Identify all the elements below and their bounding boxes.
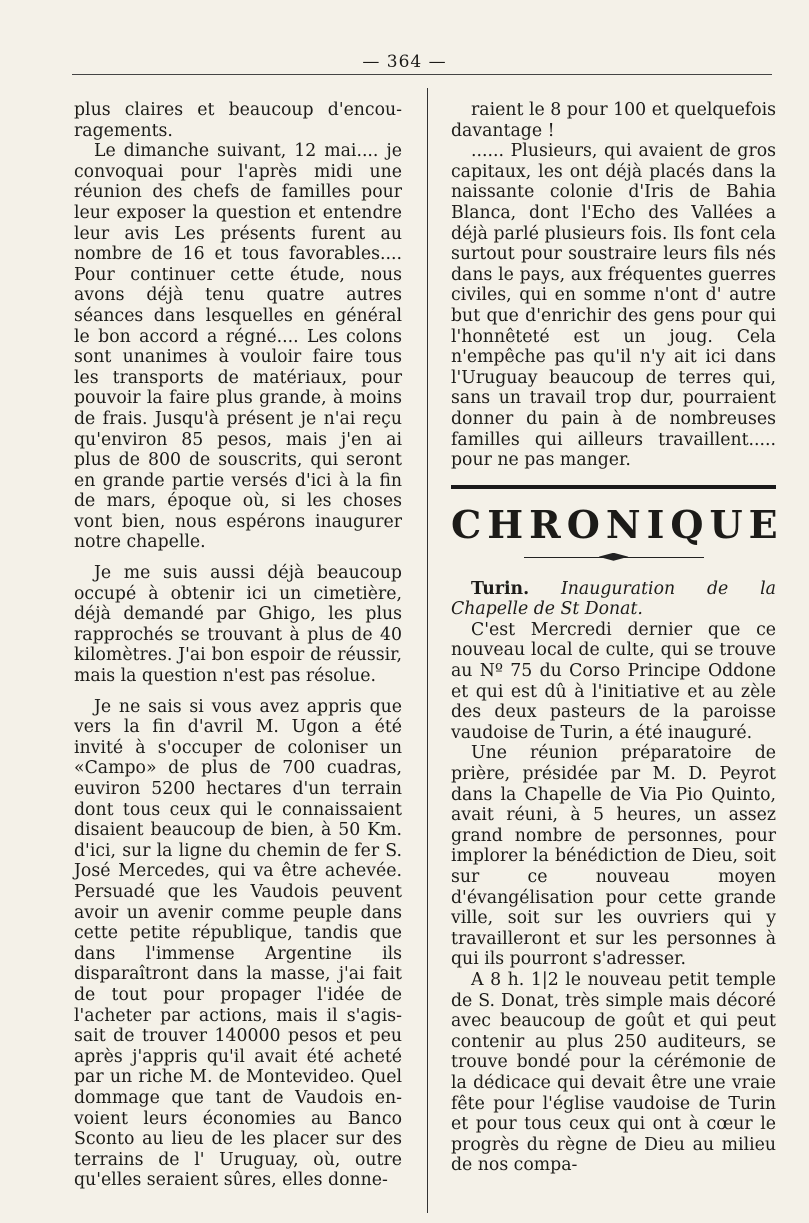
right-paragraph-4: Une réunion préparatoire de prière, présidée par M. D. Peyrot dans la Chapelle de Via Pio Quinto, avait réuni, à 5 heures, un assez grand nombre de personnes, pour implorer la bénédiction de Dieu, soit sur ce nouveau moyen d'évangélisation pour cette grande ville, soit sur les ouvriers qui y travailleront et sur les personnes à qui ils pourront s'adresser. — [451, 743, 776, 970]
page-number: — 364 — — [362, 52, 447, 72]
header-rule — [72, 74, 772, 75]
right-paragraph-1: raient le 8 pour 100 et quelquefois davantage ! — [451, 100, 776, 141]
section-heading: CHRONIQUE — [451, 501, 784, 547]
column-divider — [427, 88, 428, 1213]
right-paragraph-5: A 8 h. 1|2 le nouveau petit temple de S. Donat, très simple mais décoré avec beaucoup de goût et qui peut contenir au plus 250 auditeurs, se trouve bondé pour la cérémonie de la dédicace qui devait être une vraie fête pour l'église vaudoise de Turin et pour tous ceux qui ont à cœur le progrès du règne de Dieu au milieu de nos compa- — [451, 969, 776, 1176]
article-title — [451, 579, 776, 620]
ornament-divider — [524, 553, 704, 563]
left-paragraph-4: Je ne sais si vous avez appris que vers la fin d'avril M. Ugon a été invité à s'occuper de coloniser un «Campo» de plus de 700 cuadras, euviron 5200 hectares d'un terrain dont tous ceux qui le connaissaient disaient beaucoup de bien, à 50 Km. d'ici, sur la ligne du chemin de fer S. José Mercedes, qui va être achevée. Persuadé que les Vaudois peuvent avoir un avenir comme peuple dans cette petite république, tandis que dans l'immense Argentine ils disparaîtront dans la masse, j'ai fait de tout pour propager l'idée de l'acheter par actions, mais il s'agissait de trouver 140000 pesos et peu après j'appris qu'il avait été acheté par un riche M. de Montevideo. Quel dommage que tant de Vaudois envoient leurs économies au Banco Sconto au lieu de les placer sur des terrains de l' Uruguay, où, outre qu'elles seraient sûres, elles donne- — [74, 696, 402, 1191]
right-column — [451, 100, 784, 1176]
right-paragraph-2: ...... Plusieurs, qui avaient de gros capitaux, les ont déjà placés dans la naissante colonie d'Iris de Bahia Blanca, dont l'Echo des Vallées a déjà parlé plusieurs fois. Ils font cela surtout pour soustraire leurs fils nés dans le pays, aux fréquentes guerres civiles, qui en somme n'ont d' autre but que d'enrichir des gens pour qui l'honnêteté est un joug. Cela n'empêche pas qu'il n'y ait ici dans l'Uruguay beaucoup de terres qui, sans un travail trop dur, pourraient donner du pain à de nombreuses familles qui ailleurs travaillent..... pour ne pas manger. — [451, 141, 776, 471]
left-column — [74, 100, 402, 1191]
left-paragraph-1: plus claires et beaucoup d'encouragements. — [74, 100, 402, 141]
left-paragraph-2: Le dimanche suivant, 12 mai.... je convoquai pour l'après midi une réunion des chefs de familles pour leur exposer la question et entendre leur avis Les présents furent au nombre de 16 et tous favorables.... Pour continuer cette étude, nous avons déjà tenu quatre autres séances dans lesquelles en général le bon accord a régné.... Les colons sont unanimes à vouloir faire tous les transports de matériaux, pour pouvoir la faire plus grande, à moins de frais. Jusqu'à présent je n'ai reçu qu'environ 85 pesos, mais j'en ai plus de 800 de souscrits, qui seront en grande partie versés d'ici à la fin de mars, époque où, si les choses vont bien, nous espérons inaugurer notre chapelle. — [74, 141, 402, 553]
right-paragraph-3: C'est Mercredi dernier que ce nouveau local de culte, qui se trouve au Nº 75 du Corso Principe Oddone et qui est dû à l'initiative et au zèle des deux pasteurs de la paroisse vaudoise de Turin, a été inauguré. — [451, 619, 776, 743]
ornament-diamond — [599, 553, 629, 561]
article-location: Turin. — [471, 578, 530, 599]
left-paragraph-3: Je me suis aussi déjà beaucoup occupé à obtenir ici un cimetière, déjà demandé par Ghigo, les plus rapprochés se trouvant à plus de 40 kilomètres. J'ai bon espoir de réussir, mais la question n'est pas résolue. — [74, 563, 402, 687]
section-rule — [451, 485, 776, 489]
article-subtitle: Inauguration de la Chapelle de St Donat. — [451, 578, 776, 620]
